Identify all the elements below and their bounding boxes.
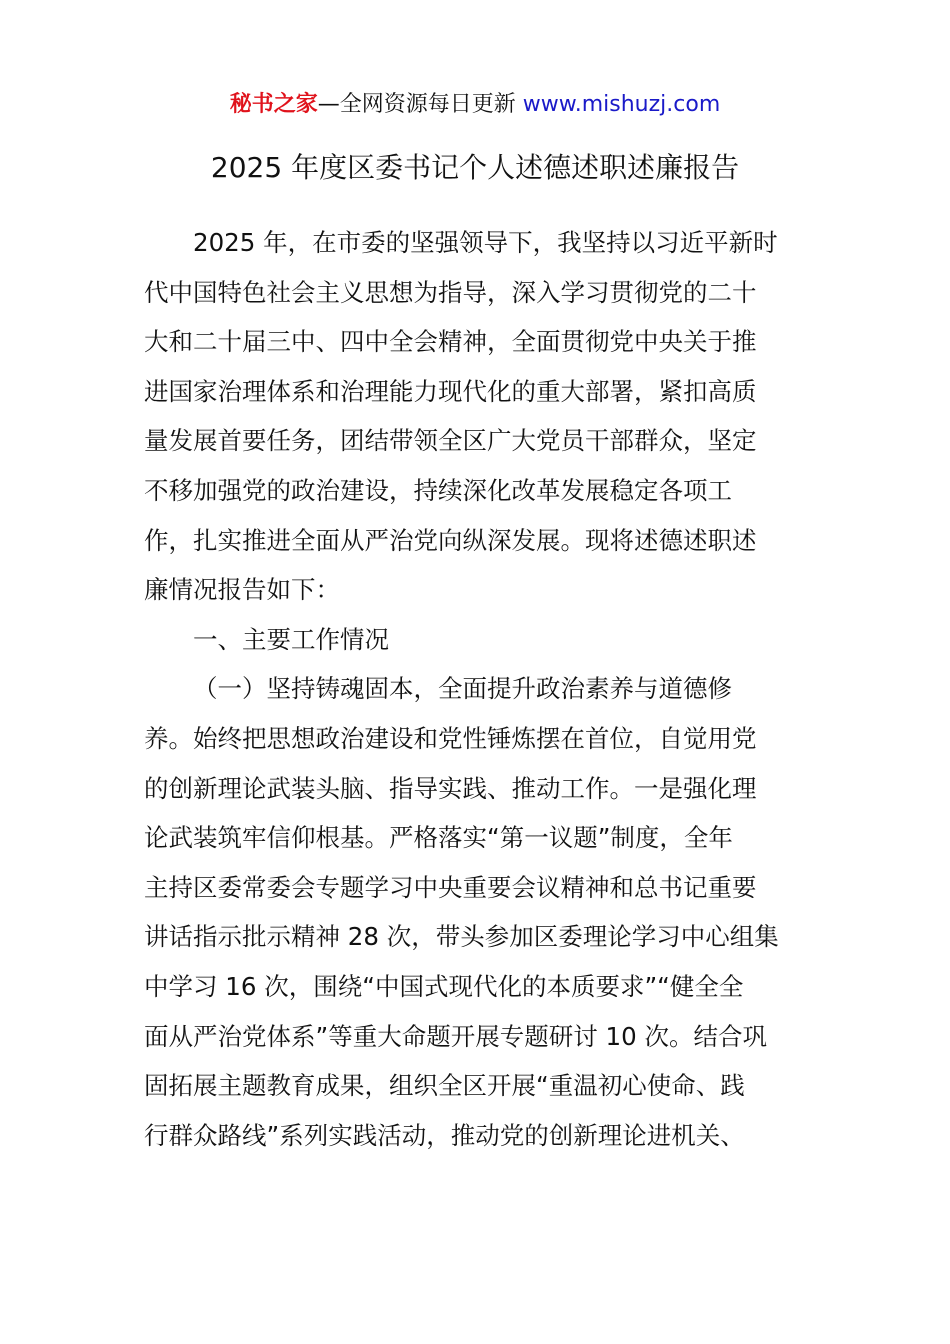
paragraph-line: 不移加强党的政治建设，持续深化改革发展稳定各项工 xyxy=(144,475,732,505)
paragraph-line: 论武装筑牢信仰根基。严格落实“第一议题”制度，全年 xyxy=(144,823,733,853)
paragraph-line: 面从严治党体系”等重大命题开展专题研讨 10 次。结合巩 xyxy=(144,1021,767,1051)
site-header xyxy=(0,88,950,122)
document-body xyxy=(144,218,808,1160)
paragraph-line: 进国家治理体系和治理能力现代化的重大部署，紧扣高质 xyxy=(144,376,757,406)
site-brand: 秘书之家 xyxy=(229,92,318,117)
paragraph-line: 讲话指示批示精神 28 次，带头参加区委理论学习中心组集 xyxy=(144,922,779,952)
paragraph-line: 廉情况报告如下： xyxy=(144,575,340,605)
site-slogan: —全网资源每日更新 xyxy=(317,92,523,117)
paragraph-line: 作，扎实推进全面从严治党向纵深发展。现将述德述职述 xyxy=(144,525,757,555)
paragraph-line: 大和二十届三中、四中全会精神，全面贯彻党中央关于推 xyxy=(144,327,757,357)
document-title: 2025 年度区委书记个人述德述职述廉报告 xyxy=(210,151,740,184)
paragraph-line: 主持区委常委会专题学习中央重要会议精神和总书记重要 xyxy=(144,872,757,902)
section-heading: 一、主要工作情况 xyxy=(193,624,389,654)
subsection-heading: （一）坚持铸魂固本，全面提升政治素养与道德修 xyxy=(193,674,732,704)
paragraph-line: 量发展首要任务，团结带领全区广大党员干部群众，坚定 xyxy=(144,426,757,456)
paragraph-line: 代中国特色社会主义思想为指导，深入学习贯彻党的二十 xyxy=(144,277,757,307)
paragraph-line: 2025 年，在市委的坚强领导下，我坚持以习近平新时 xyxy=(193,228,778,257)
site-url-link[interactable]: www.mishuzj.com xyxy=(522,92,721,117)
paragraph-line: 的创新理论武装头脑、指导实践、推动工作。一是强化理 xyxy=(144,773,757,803)
paragraph-line: 中学习 16 次，围绕“中国式现代化的本质要求”“健全全 xyxy=(144,971,744,1001)
paragraph-line: 行群众路线”系列实践活动，推动党的创新理论进机关、 xyxy=(144,1120,745,1150)
paragraph-line: 固拓展主题教育成果，组织全区开展“重温初心使命、践 xyxy=(144,1071,745,1101)
paragraph-line: 养。始终把思想政治建设和党性锤炼摆在首位，自觉用党 xyxy=(144,723,757,753)
